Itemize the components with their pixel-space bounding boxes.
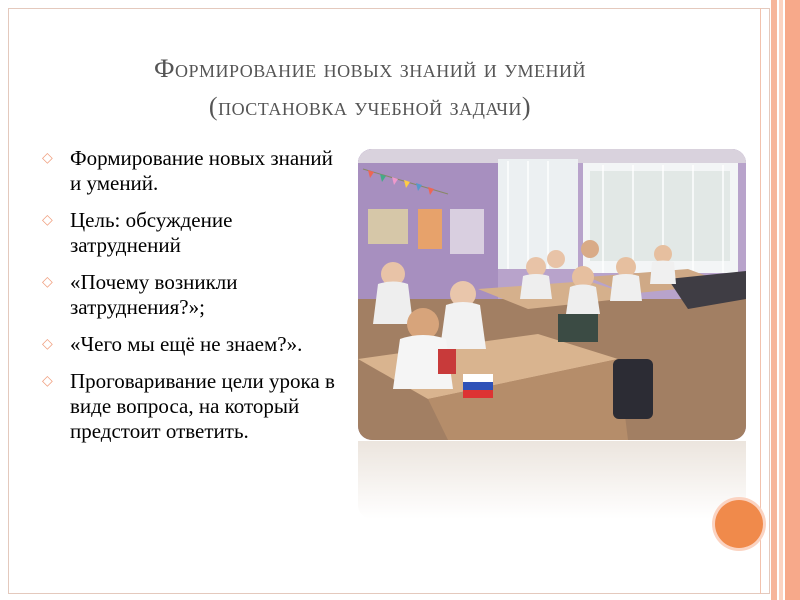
bullet-icon: ◇ [42, 374, 53, 389]
classroom-photo [358, 149, 746, 440]
bullet-icon: ◇ [42, 151, 53, 166]
bullet-text: «Почему возникли затруднения?»; [70, 270, 238, 319]
list-item [40, 332, 340, 357]
list-item [40, 146, 340, 196]
bullet-text: «Чего мы ещё не знаем?». [70, 332, 303, 356]
decor-stripe [785, 0, 800, 600]
bullet-text: Формирование новых знаний и умений. [70, 146, 333, 195]
bullet-icon: ◇ [42, 213, 53, 228]
bullet-list [40, 146, 340, 456]
decor-stripe [779, 0, 783, 600]
frame-divider [760, 8, 761, 594]
photo-reflection [358, 441, 746, 519]
list-item [40, 270, 340, 320]
list-item [40, 369, 340, 444]
slide-title-line-2: (постановка учебной задачи) [208, 92, 532, 121]
slide-title-line-1: Формирование новых знаний и умений [153, 54, 587, 83]
slide-title [90, 50, 650, 126]
bullet-text: Проговаривание цели урока в виде вопроса, на который предстоит ответить. [70, 369, 335, 443]
page-marker-circle [715, 500, 763, 548]
list-item [40, 208, 340, 258]
bullet-text: Цель: обсуждение затруднений [70, 208, 233, 257]
bullet-icon: ◇ [42, 337, 53, 352]
decor-stripe [771, 0, 777, 600]
classroom-photo-illustration [358, 149, 746, 440]
bullet-icon: ◇ [42, 275, 53, 290]
